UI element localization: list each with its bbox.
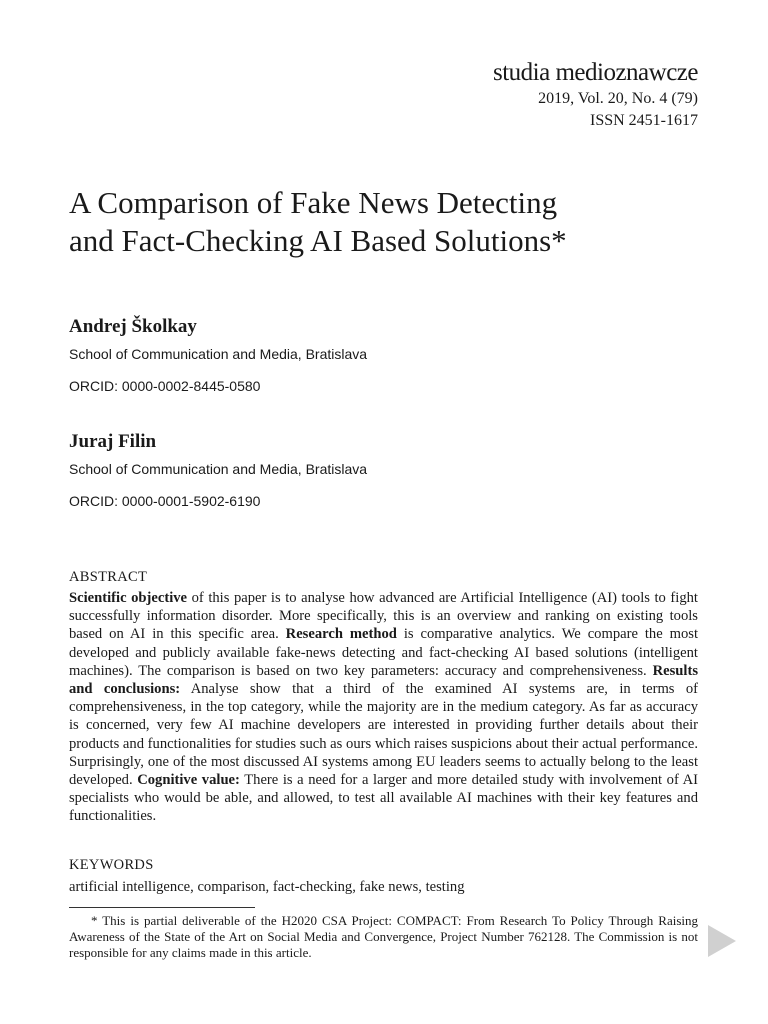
- footnote: * This is partial deliverable of the H2020 CSA Project: COMPACT: From Research To Policy Through Raising Awareness of the State of the Art on Social Media and Convergence, Project Number 762128. The Commission is not responsible for any claims made in this article.: [69, 913, 698, 960]
- abstract-text-results: Analyse show that a third of the examined AI systems are, in terms of comprehensiveness, in the top category, while the majority are in the medium category. As far as accuracy is concerned, very few AI machine developers are interested in providing further details about their products and functionalities for studies such as ours which raises suspicions about their actual performance. Surprisingly, one of the most discussed AI systems among EU leaders seems to actually belong to the least developed.: [69, 681, 698, 789]
- abstract-heading-method: Research method: [285, 626, 397, 643]
- abstract-text-cognitive: There is a need for a larger and more detailed study with involvement of AI specialists who would be able, and allowed, to test all available AI machines with their key features and functionalities.: [69, 772, 698, 825]
- paper-title: [69, 184, 709, 260]
- abstract-text: [69, 589, 698, 826]
- abstract-heading-cognitive: Cognitive value:: [137, 772, 240, 789]
- journal-header: [493, 58, 698, 132]
- abstract-section: [69, 568, 698, 826]
- issue-info: 2019, Vol. 20, No. 4 (79): [538, 90, 698, 107]
- keywords-label: KEYWORDS: [69, 857, 154, 873]
- author-block: [69, 315, 669, 395]
- author-affiliation: School of Communication and Media, Bratislava: [69, 346, 368, 362]
- play-arrow-icon[interactable]: [708, 925, 736, 957]
- abstract-text-objective: of this paper is to analyse how advanced are Artificial Intelligence (AI) tools to fight successfully information disorder. More specifically, this is an overview and ranking on existing tools based on AI in this specific area.: [69, 590, 698, 643]
- author-affiliation: School of Communication and Media, Bratislava: [69, 461, 368, 477]
- title-line-2: and Fact-Checking AI Based Solutions*: [69, 223, 567, 258]
- keywords-section: [69, 856, 698, 896]
- footnote-divider: [69, 907, 255, 908]
- issn: ISSN 2451-1617: [589, 112, 698, 129]
- abstract-text-method: is comparative analytics. We compare the most developed and publicly available fake-news detecting and fact-checking AI based solutions (intelligent machines). The comparison is based on two key parameters: accuracy and comprehensiveness.: [69, 626, 699, 679]
- keywords-text: artificial intelligence, comparison, fact-checking, fake news, testing: [69, 879, 465, 895]
- author-block: [69, 430, 669, 510]
- author-orcid: ORCID: 0000-0001-5902-6190: [69, 493, 261, 509]
- abstract-label: ABSTRACT: [69, 569, 148, 585]
- author-orcid: ORCID: 0000-0002-8445-0580: [69, 378, 261, 394]
- author-name: Andrej Školkay: [69, 316, 197, 337]
- abstract-heading-objective: Scientific objective: [69, 590, 188, 606]
- abstract-heading-results: Results and conclusions:: [69, 662, 698, 698]
- journal-name: studia medioznawcze: [493, 59, 698, 86]
- title-line-1: A Comparison of Fake News Detecting: [69, 185, 558, 220]
- author-name: Juraj Filin: [69, 431, 157, 452]
